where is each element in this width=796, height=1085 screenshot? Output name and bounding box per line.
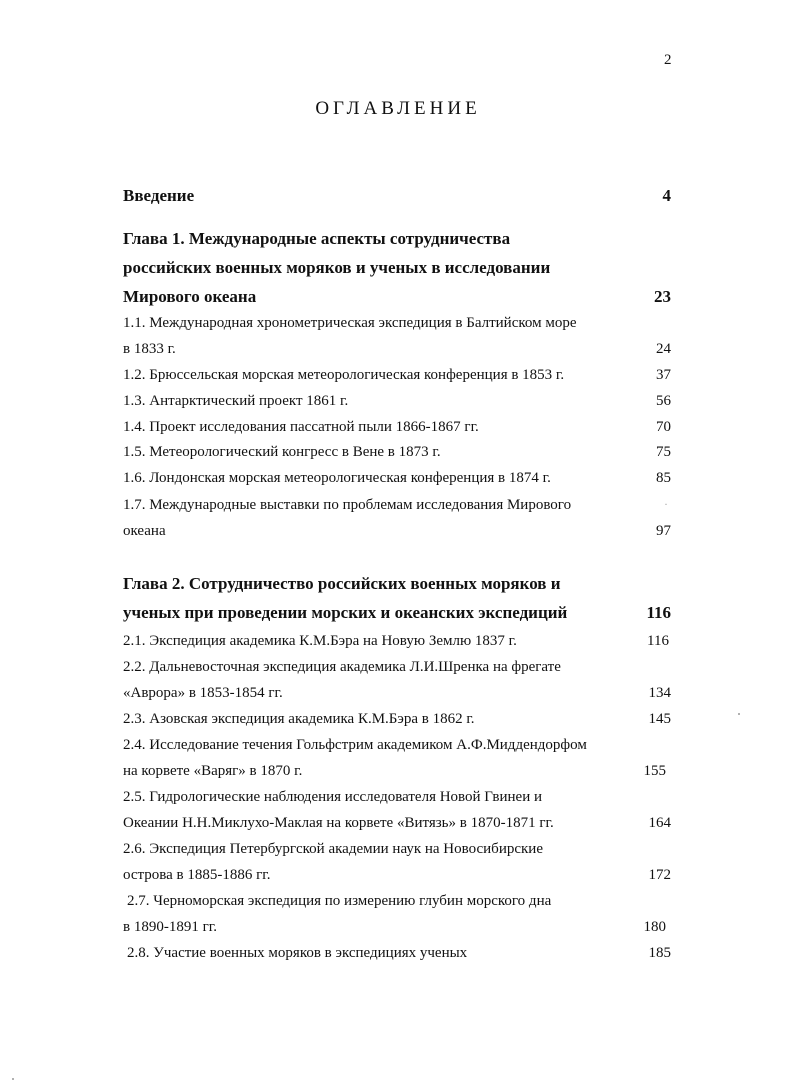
toc-entry-line — [123, 520, 671, 542]
toc-entry-text: 2.2. Дальневосточная экспедиция академика Л.И.Шренка на фрегате — [123, 659, 561, 675]
toc-entry-text: 2.5. Гидрологические наблюдения исследователя Новой Гвинеи и — [123, 789, 543, 805]
toc-page-number: 180 — [643, 919, 666, 935]
toc-entry-line — [123, 812, 671, 834]
toc-page-number: 85 — [656, 470, 671, 486]
toc-entry-line — [123, 942, 671, 964]
toc-entry-line — [123, 441, 671, 463]
toc-entry-text: российских военных моряков и ученых в исследовании — [123, 258, 551, 277]
toc-page-number: 145 — [648, 711, 671, 727]
toc-entry-text: Введение — [123, 186, 195, 205]
toc-page-number: 155 — [643, 763, 666, 779]
toc-page-number: 134 — [648, 685, 671, 701]
toc-entry-text: океана — [123, 523, 166, 539]
toc-page-number: 4 — [662, 186, 671, 205]
toc-entry-text: 1.5. Метеорологический конгресс в Вене в 1873 г. — [123, 444, 441, 460]
toc-entry-text: 2.8. Участие военных моряков в экспедициях ученых — [127, 945, 468, 961]
toc-page-number: 116 — [647, 633, 669, 649]
toc-entry-line — [123, 494, 671, 516]
toc-page-number: 97 — [656, 523, 671, 539]
toc-page-number: 164 — [648, 815, 671, 831]
toc-entry-text: 2.3. Азовская экспедиция академика К.М.Бэра в 1862 г. — [123, 711, 475, 727]
toc-entry-text: 1.7. Международные выставки по проблемам исследования Мирового — [123, 497, 572, 513]
toc-entry-line — [123, 630, 669, 652]
toc-entry-text: 2.6. Экспедиция Петербургской академии наук на Новосибирские — [123, 841, 543, 857]
toc-entry-line — [123, 786, 671, 808]
toc-entry-line — [123, 416, 671, 438]
toc-entry-line — [123, 916, 666, 938]
toc-page-number: 23 — [654, 287, 671, 306]
toc-entry-text: ученых при проведении морских и океанских экспедиций — [123, 603, 568, 622]
toc-entry-text: Мирового океана — [123, 287, 257, 306]
toc-chapter-line — [123, 286, 671, 308]
toc-chapter-line — [123, 185, 671, 207]
toc-entry-text: 1.2. Брюссельская морская метеорологическая конференция в 1853 г. — [123, 367, 565, 383]
toc-chapter-line — [123, 257, 671, 279]
toc-page-number: 37 — [656, 367, 671, 383]
toc-page-number: 116 — [646, 603, 671, 622]
toc-entry-text: на корвете «Варяг» в 1870 г. — [123, 763, 303, 779]
toc-chapter-line — [123, 602, 671, 624]
toc-chapter-line — [123, 228, 671, 250]
toc-entry-line — [123, 364, 671, 386]
page-number: 2 — [664, 52, 672, 68]
toc-page-number: 185 — [648, 945, 671, 961]
toc-entry-line — [123, 338, 671, 360]
toc-entry-text: Глава 2. Сотрудничество российских военных моряков и — [123, 574, 561, 593]
toc-entry-text: в 1833 г. — [123, 341, 176, 357]
toc-entry-text: «Аврора» в 1853-1854 гг. — [123, 685, 283, 701]
toc-chapter-line — [123, 573, 671, 595]
scan-mark: · — [664, 497, 668, 511]
toc-entry-line — [123, 467, 671, 489]
toc-entry-text: 1.1. Международная хронометрическая экспедиция в Балтийском море — [123, 315, 577, 331]
toc-entry-text: Глава 1. Международные аспекты сотрудничества — [123, 229, 511, 248]
toc-entry-text: в 1890-1891 гг. — [123, 919, 217, 935]
toc-entry-text: 1.6. Лондонская морская метеорологическая конференция в 1874 г. — [123, 470, 551, 486]
toc-page-number: 75 — [656, 444, 671, 460]
toc-entry-line — [123, 734, 671, 756]
toc-page-number: 56 — [656, 393, 671, 409]
toc-entry-line — [123, 656, 671, 678]
toc-entry-text: 2.7. Черноморская экспедиция по измерению глубин морского дна — [127, 893, 552, 909]
toc-page-number: 24 — [656, 341, 671, 357]
scan-speck — [738, 713, 740, 715]
toc-entry-text: 1.4. Проект исследования пассатной пыли 1866-1867 гг. — [123, 419, 479, 435]
toc-entry-text: 2.4. Исследование течения Гольфстрим академиком А.Ф.Миддендорфом — [123, 737, 587, 753]
page-title: ОГЛАВЛЕНИЕ — [315, 98, 481, 119]
toc-entry-text: Океании Н.Н.Миклухо-Маклая на корвете «Витязь» в 1870-1871 гг. — [123, 815, 554, 831]
toc-entry-line — [123, 838, 671, 860]
toc-entry-text: острова в 1885-1886 гг. — [123, 867, 271, 883]
toc-entry-line — [123, 890, 671, 912]
toc-entry-line — [123, 682, 671, 704]
scan-speck — [12, 1078, 14, 1080]
toc-page-number: 70 — [656, 419, 671, 435]
toc-entry-text: 1.3. Антарктический проект 1861 г. — [123, 393, 349, 409]
toc-entry-line — [123, 708, 671, 730]
toc-entry-line — [123, 760, 666, 782]
toc-entry-line — [123, 864, 671, 886]
toc-entry-line — [123, 390, 671, 412]
toc-entry-line — [123, 312, 671, 334]
toc-entry-text: 2.1. Экспедиция академика К.М.Бэра на Новую Землю 1837 г. — [123, 633, 517, 649]
toc-page-number: 172 — [648, 867, 671, 883]
